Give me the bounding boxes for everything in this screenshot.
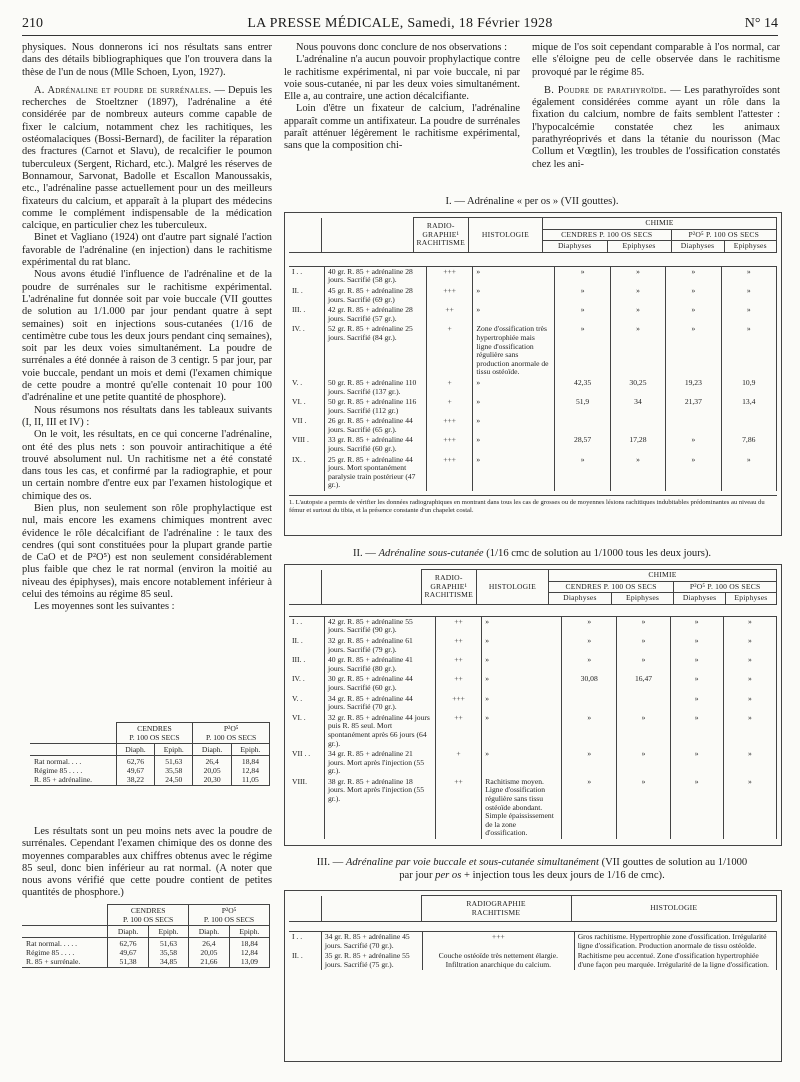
col-head: Diaph. xyxy=(108,926,149,938)
table-cell: » xyxy=(666,435,721,454)
table-cell: » xyxy=(473,416,555,435)
page-number: 210 xyxy=(22,16,43,31)
table-cell: » xyxy=(562,655,617,674)
table-cell: 30,08 xyxy=(562,674,617,693)
table-cell: ++ xyxy=(435,636,482,655)
table-2-caption: II. — Adrénaline sous-cutanée (1/16 cmc de solution au 1/1000 tous les deux jours). xyxy=(352,548,712,559)
table-cell: » xyxy=(721,267,776,286)
paragraph: Nous résumons nos résultats dans les tableaux suivants (I, II, III et IV) : xyxy=(22,404,272,428)
table-cell: 13,4 xyxy=(721,397,776,416)
table-cell: » xyxy=(555,267,610,286)
issue-number: N° 14 xyxy=(744,16,778,31)
section-b-title: B. Poudre de parathyroïde. xyxy=(544,84,667,96)
table-cell: 28,57 xyxy=(555,435,610,454)
table-cell: » xyxy=(562,713,617,749)
table-cell: VI. . xyxy=(289,397,324,416)
table-cell: V. . xyxy=(289,378,324,397)
paragraph: mique de l'os soit cependant comparable à l'os normal, car elle s'éloigne peu de celle observée dans le rachitisme provoqué par le régime 85. xyxy=(532,42,780,78)
section-b-body: — Les parathyroïdes sont également considérées comme ayant un rôle dans la fixation du calcium, nombre de faits semblent l'attester : l'hypocalcémie constatée chez les animaux parathyréoprivés et dans la tétanie du nourisson (Mac Collum et Vœgtlin), les troubles de l'ossification constatés chez les ani- xyxy=(532,84,781,170)
col-head: P²O⁵ P. 100 OS SECS xyxy=(193,723,270,744)
table-cell xyxy=(617,694,670,713)
table-cell: 30 gr. R. 85 + adrénaline 44 jours. Sacrifié (60 gr.). xyxy=(324,674,435,693)
table-cell: + xyxy=(426,397,473,416)
table-1-note: 1. L'autopsie a permis de vérifier les données radiographiques en montrant dans tous les cas de grosses ou de moyennes lésions rachitiques indubitables prédominantes au niveau du fémur et surtout du tibia, et la présence constante d'un chapelet costal. xyxy=(289,495,777,515)
table-cell: » xyxy=(562,617,617,636)
table-cell: 45 gr. R. 85 + adrénaline 28 jours. Sacrifié (69 gr.) xyxy=(324,286,426,305)
table-cell: » xyxy=(723,694,776,713)
table-cell: +++ xyxy=(435,694,482,713)
table-cell: » xyxy=(482,694,562,713)
table-cell: 30,25 xyxy=(610,378,665,397)
col-head: Diaphyses xyxy=(671,241,724,253)
table-row xyxy=(289,378,777,397)
paragraph: Binet et Vagliano (1924) ont d'autre part signalé l'action favorable de l'adrénaline (en injection) dans le rachitisme expérimental du rat blanc. xyxy=(22,232,272,269)
table-cell: ++ xyxy=(435,655,482,674)
table-cell: Rachitisme moyen. Ligne d'ossification régulière sans tissu ostéoïde abondant. Simple épaississement de la zone d'ossification. xyxy=(482,777,562,839)
table-row xyxy=(289,324,777,378)
col-head-chimie: CHIMIE xyxy=(548,570,776,582)
table-cell: 50 gr. R. 85 + adrénaline 110 jours. Sacrifié (137 gr.). xyxy=(324,378,426,397)
table-cell: » xyxy=(610,324,665,378)
column-1-top xyxy=(22,42,272,614)
table-cell: » xyxy=(666,305,721,324)
table-cell: 32 gr. R. 85 + adrénaline 61 jours. Sacrifié (79 gr.). xyxy=(324,636,435,655)
col-head: Epiph. xyxy=(231,744,269,756)
paragraph: Nous pouvons donc conclure de nos observations : xyxy=(296,42,507,53)
table-row xyxy=(289,416,777,435)
table-cell: V. . xyxy=(289,694,324,713)
table-cell: » xyxy=(482,674,562,693)
paragraph: Bien plus, non seulement son rôle prophylactique est nul, mais encore les examens chimiques montrent avec évidence le rôle décalcifiant de l'adrénaline : le taux des cendres (qui sont constituées pour la plupart grande partie de CaO et de P²O⁵) est non seulement considérablement plus faible que chez le rat normal (environ la moitié au niveau des épiphyses), mais encore notablement inférieur à celui des témoins au régime 85 seul. xyxy=(22,502,272,601)
journal-title: LA PRESSE MÉDICALE, Samedi, 18 Février 1928 xyxy=(247,16,553,31)
table-cell: » xyxy=(610,455,665,491)
table-cell: » xyxy=(723,777,776,839)
table-cell: +++ xyxy=(426,286,473,305)
paragraph: Les moyennes sont les suivantes : xyxy=(34,601,175,613)
table-2 xyxy=(289,569,777,617)
table-cell: 35 gr. R. 85 + adrénaline 55 jours. Sacrifié (75 gr.). xyxy=(321,951,422,970)
table-row xyxy=(289,305,777,324)
table-row xyxy=(289,655,777,674)
table-cell: » xyxy=(473,397,555,416)
table-3-caption: III. — Adrénaline par voie buccale et sous-cutanée simultanément (VII gouttes de solution au 1/1000 par jour per os + injection tous les deux jours de 1/16 de cmc). xyxy=(316,857,748,881)
table-row xyxy=(289,713,777,749)
means-table-adrenaline xyxy=(30,722,270,786)
table-cell: Couche ostéoïde très nettement élargie. Infiltration anarchique du calcium. xyxy=(423,951,575,970)
table-cell: +++ xyxy=(426,267,473,286)
table-cell: » xyxy=(666,267,721,286)
table-cell: +++ xyxy=(426,435,473,454)
col-head: Epiphyses xyxy=(611,593,673,605)
table-row xyxy=(289,932,777,951)
table-cell: » xyxy=(723,674,776,693)
table-cell: » xyxy=(473,455,555,491)
table-cell xyxy=(666,416,721,435)
col-head: Diaph. xyxy=(116,744,155,756)
table-cell: ++ xyxy=(435,617,482,636)
table-3-body xyxy=(289,932,777,970)
table-cell: 34 xyxy=(610,397,665,416)
table-cell: » xyxy=(666,455,721,491)
table-row: Rat normal. . . . . Régime 85 . . . . R. 85 + surrénale. 62,76 49,67 51,38 51,63 35,58 34,85 26,4 20,05 21,66 18,84 12,84 13,09 xyxy=(22,938,270,968)
table-cell: » xyxy=(473,435,555,454)
col-head-chimie: CHIMIE xyxy=(542,218,776,230)
table-cell: VIII . xyxy=(289,435,324,454)
table-cell xyxy=(721,416,776,435)
table-cell: VI. . xyxy=(289,713,324,749)
table-cell: Gros rachitisme. Hypertrophie zone d'ossification. Irrégularité ligne d'ossification. Production anormale de tissu ostéoïde. xyxy=(574,932,776,951)
table-cell: » xyxy=(473,305,555,324)
table-cell: VII . xyxy=(289,416,324,435)
col-head: Epiphyses xyxy=(725,593,776,605)
table-cell: » xyxy=(723,617,776,636)
col-head: Epiphyses xyxy=(607,241,671,253)
table-cell: IX. . xyxy=(289,455,324,491)
table-cell: » xyxy=(562,636,617,655)
table-cell: » xyxy=(666,324,721,378)
col-head: P²O⁵ P. 100 OS SECS xyxy=(671,229,776,241)
table-cell: +++ xyxy=(423,932,575,951)
table-cell: » xyxy=(473,286,555,305)
col-head-radio: RADIO-GRAPHIE¹ RACHITISME xyxy=(421,570,476,605)
table-cell: 50 gr. R. 85 + adrénaline 116 jours. Sacrifié (112 gr.) xyxy=(324,397,426,416)
table-cell: II. . xyxy=(289,286,324,305)
table-cell: 7,86 xyxy=(721,435,776,454)
table-cell: III. . xyxy=(289,655,324,674)
table-1-frame xyxy=(284,212,782,536)
table-row xyxy=(289,777,777,839)
table-cell: 16,47 xyxy=(617,674,670,693)
table-2-body xyxy=(289,617,777,839)
paragraph: Les résultats sont un peu moins nets avec la poudre de surrénales. Cependant l'examen chimique des os donne des moyennes comparables aux chiffres obtenus avec le régime 85 seul, donc bien inférieur au rat normal. (A noter que nous avons vérifié que cette poudre contient de petites quantités de phosphore.) xyxy=(22,826,272,899)
table-cell: » xyxy=(562,777,617,839)
table-cell: VII . . xyxy=(289,749,324,777)
table-cell: 34 gr. R. 85 + adrénaline 21 jours. Mort après l'injection (55 gr.). xyxy=(324,749,435,777)
table-cell: » xyxy=(617,713,670,749)
table-cell: » xyxy=(610,286,665,305)
table-cell: » xyxy=(670,777,723,839)
table-cell: ++ xyxy=(426,305,473,324)
table-cell: +++ xyxy=(426,455,473,491)
table-cell: ++ xyxy=(435,777,482,839)
table-cell: » xyxy=(670,694,723,713)
table-cell: » xyxy=(473,378,555,397)
table-cell: +++ xyxy=(426,416,473,435)
table-cell: » xyxy=(562,749,617,777)
table-cell: » xyxy=(482,655,562,674)
col-head-radio: RADIOGRAPHIE RACHITISME xyxy=(421,896,571,922)
col-head: CENDRES P. 100 OS SECS xyxy=(116,723,193,744)
table-cell: » xyxy=(723,655,776,674)
table-cell: » xyxy=(721,305,776,324)
table-3 xyxy=(289,895,777,932)
column-1-bottom xyxy=(22,826,272,900)
table-cell: » xyxy=(482,617,562,636)
table-cell: + xyxy=(426,324,473,378)
table-cell: IV. . xyxy=(289,324,324,378)
table-cell: » xyxy=(555,455,610,491)
col-head-histo: HISTOLOGIE xyxy=(476,570,548,605)
table-cell: » xyxy=(723,636,776,655)
table-cell: 51,9 xyxy=(555,397,610,416)
table-cell: » xyxy=(473,267,555,286)
table-cell: » xyxy=(723,749,776,777)
section-a xyxy=(22,85,272,233)
table-cell: » xyxy=(610,305,665,324)
table-cell: II. . xyxy=(289,636,324,655)
table-cell xyxy=(555,416,610,435)
table-cell: » xyxy=(617,636,670,655)
table-cell: » xyxy=(721,286,776,305)
table-cell: » xyxy=(617,777,670,839)
table-cell: 25 gr. R. 85 + adrénaline 44 jours. Mort spontanément paralysie train postérieur (47 gr.). xyxy=(324,455,426,491)
table-cell: 42 gr. R. 85 + adrénaline 28 jours. Sacrifié (57 gr.). xyxy=(324,305,426,324)
col-head: Epiphyses xyxy=(724,241,776,253)
col-head: Diaphyses xyxy=(542,241,607,253)
table-cell: » xyxy=(721,455,776,491)
table-cell: » xyxy=(482,749,562,777)
table-row xyxy=(289,267,777,286)
table-cell: VIII. xyxy=(289,777,324,839)
table-cell: » xyxy=(610,267,665,286)
table-1-body xyxy=(289,267,777,491)
table-cell: 40 gr. R. 85 + adrénaline 41 jours. Sacrifié (80 gr.). xyxy=(324,655,435,674)
table-cell: I . . xyxy=(289,932,321,951)
paragraph: Loin d'être un fixateur de calcium, l'adrénaline apparaît comme un antifixateur. La poudre de surrénales paraît atténuer légèrement le rachitisme expérimental, sans que la composition chi- xyxy=(284,103,520,152)
col-head: P²O⁵ P. 100 OS SECS xyxy=(189,905,270,926)
paragraph: physiques. Nous donnerons ici nos résultats sans entrer dans des détails bibliographiques que l'on trouvera dans la thèse de l'un de nous (Mlle Schoen, Lyon, 1927). xyxy=(22,42,272,78)
table-cell: Rachitisme peu accentué. Zone d'ossification hypertrophiée d'une façon peu marquée. Irrégularité de la ligne d'ossification. xyxy=(574,951,776,970)
table-cell: ++ xyxy=(435,674,482,693)
col-head: Diaph. xyxy=(193,744,232,756)
col-head-histo: HISTOLOGIE xyxy=(571,896,777,922)
table-cell: » xyxy=(670,674,723,693)
table-cell: III. . xyxy=(289,305,324,324)
table-cell: » xyxy=(666,286,721,305)
section-a-title: A. Adrénaline et poudre de surrénales. xyxy=(34,84,212,96)
col-head: Diaph. xyxy=(189,926,230,938)
table-cell: 17,28 xyxy=(610,435,665,454)
table-cell: » xyxy=(617,655,670,674)
col-head: Epiph. xyxy=(148,926,188,938)
table-cell: » xyxy=(721,324,776,378)
table-row xyxy=(289,617,777,636)
column-3 xyxy=(532,42,780,171)
table-cell: » xyxy=(670,749,723,777)
table-cell: » xyxy=(555,286,610,305)
table-3-frame xyxy=(284,890,782,1062)
page-header xyxy=(22,16,778,36)
table-cell: 34 gr. R. 85 + adrénaline 44 jours. Sacrifié (70 gr.). xyxy=(324,694,435,713)
col-head-histo: HISTOLOGIE xyxy=(468,218,542,253)
table-cell: I . . xyxy=(289,617,324,636)
col-head: CENDRES P. 100 OS SECS xyxy=(542,229,671,241)
table-cell: 19,23 xyxy=(666,378,721,397)
table-cell: Zone d'ossification très hypertrophiée mais ligne d'ossification régulière sans production anormale de tissu ostéoïde. xyxy=(473,324,555,378)
table-cell: » xyxy=(482,636,562,655)
table-cell: » xyxy=(555,305,610,324)
col-head-radio: RADIO-GRAPHIE¹ RACHITISME xyxy=(413,218,468,253)
paragraph: On le voit, les résultats, en ce qui concerne l'adrénaline, ont été des plus nets : son pouvoir antirachitique a été trouvé absolument nul. Un rachitisme net a été constaté dans tous les cas, et confirmé par la radiographie, et pour un certain nombre d'entre eux par l'examen histologique et chimique des os. xyxy=(22,429,272,502)
col-head: Epiph. xyxy=(155,744,193,756)
col-head: Epiph. xyxy=(229,926,269,938)
table-cell: » xyxy=(670,617,723,636)
table-cell: 38 gr. R. 85 + adrénaline 18 jours. Mort après l'injection (55 gr.). xyxy=(324,777,435,839)
table-row xyxy=(289,951,777,970)
table-cell: » xyxy=(555,324,610,378)
means-table-surrenale xyxy=(22,904,270,968)
table-cell: IV. . xyxy=(289,674,324,693)
table-cell: » xyxy=(617,617,670,636)
table-cell: II. . xyxy=(289,951,321,970)
table-cell: 32 gr. R. 85 + adrénaline 44 jours puis R. 85 seul. Mort spontanément après 66 jours (64 gr.). xyxy=(324,713,435,749)
table-row xyxy=(289,286,777,305)
table-cell: » xyxy=(670,655,723,674)
col-head: CENDRES P. 100 OS SECS xyxy=(548,581,673,593)
table-row xyxy=(289,694,777,713)
paragraph: L'adrénaline n'a aucun pouvoir prophylactique contre le rachitisme expérimental, ni par voie buccale, ni par voie sous-cutanée, ni par les deux voies simultanément. Elle a, au contraire, une action décalcifiante. xyxy=(284,54,520,103)
table-cell: 52 gr. R. 85 + adrénaline 25 jours. Sacrifié (84 gr.). xyxy=(324,324,426,378)
table-1 xyxy=(289,217,777,267)
col-head: P²O⁵ P. 100 OS SECS xyxy=(674,581,777,593)
col-head: Diaphyses xyxy=(548,593,611,605)
table-row xyxy=(289,435,777,454)
section-a-body: — Depuis les recherches de Stoeltzner (1897), l'adrénaline a été considérée par de nombreux auteurs comme capable de fixer le calcium, notamment chez les rachitiques, les ostéomalaciques (Bossi-Bernard), de faciliter la réparation des fractures (Carnot et Slavu), de recalcifier le poumon tuberculeux (Sergent, Richard, etc.). Malgré les réserves de Bonnamour, Sarvonat, Badolle et Escallon Manoussakis, etc., l'adrénaline passe actuellement pour un des meilleurs fixateurs du calcium, et apparaît à la plupart des médecins comme le complément indispensable de la médication calcique, en particulier chez les tuberculeux. xyxy=(22,84,272,232)
paragraph: Nous avons étudié l'influence de l'adrénaline et de la poudre de surrénales sur le rachitisme expérimental. L'adrénaline fut donnée soit par voie buccale (VII gouttes de solution au 1/1.000 par jour pendant quatre à sept semaines) soit en injections sous-cutanées (1/16 de centimètre cube tous les deux jours pendant cinq semaines), soit par les deux voies simultanément. La poudre de surrénales a été donnée à raison de 3 centigr. 5 par jour, par voie buccale, pendant un mois et demi (l'examen chimique de cette poudre a montré qu'elle contenait 10 pour 100 d'adrénaline et une petite quantité de phosphore). xyxy=(22,269,272,404)
table-cell: » xyxy=(482,713,562,749)
table-cell: » xyxy=(723,713,776,749)
table-cell: I . . xyxy=(289,267,324,286)
table-cell: 33 gr. R. 85 + adrénaline 44 jours. Sacrifié (60 gr.). xyxy=(324,435,426,454)
table-row: Rat normal. . . . Régime 85 . . . . R. 85 + adrénaline. 62,76 49,67 38,22 51,63 35,58 24,50 26,4 20,05 20,30 18,84 12,84 11,05 xyxy=(30,756,270,786)
table-1-caption: I. — Adrénaline « per os » (VII gouttes). xyxy=(445,196,619,207)
table-cell: 21,37 xyxy=(666,397,721,416)
table-row xyxy=(289,397,777,416)
col-head: Diaphyses xyxy=(674,593,726,605)
table-cell: 10,9 xyxy=(721,378,776,397)
table-cell xyxy=(610,416,665,435)
table-cell: 40 gr. R. 85 + adrénaline 28 jours. Sacrifié (58 gr.). xyxy=(324,267,426,286)
table-cell: ++ xyxy=(435,713,482,749)
section-b xyxy=(532,85,780,171)
table-cell: 26 gr. R. 85 + adrénaline 44 jours. Sacrifié (65 gr.). xyxy=(324,416,426,435)
table-cell: 42 gr. R. 85 + adrénaline 55 jours. Sacrifié (90 gr.). xyxy=(324,617,435,636)
table-cell: 42,35 xyxy=(555,378,610,397)
table-row xyxy=(289,455,777,491)
table-2-frame xyxy=(284,564,782,846)
table-row xyxy=(289,636,777,655)
table-cell: » xyxy=(617,749,670,777)
col-head: CENDRES P. 100 OS SECS xyxy=(108,905,189,926)
table-cell: + xyxy=(426,378,473,397)
column-2 xyxy=(284,42,520,153)
table-cell: » xyxy=(670,636,723,655)
table-row xyxy=(289,674,777,693)
table-cell: » xyxy=(670,713,723,749)
table-cell xyxy=(562,694,617,713)
table-row xyxy=(289,749,777,777)
table-cell: 34 gr. R. 85 + adrénaline 45 jours. Sacrifié (70 gr.). xyxy=(321,932,422,951)
table-cell: + xyxy=(435,749,482,777)
